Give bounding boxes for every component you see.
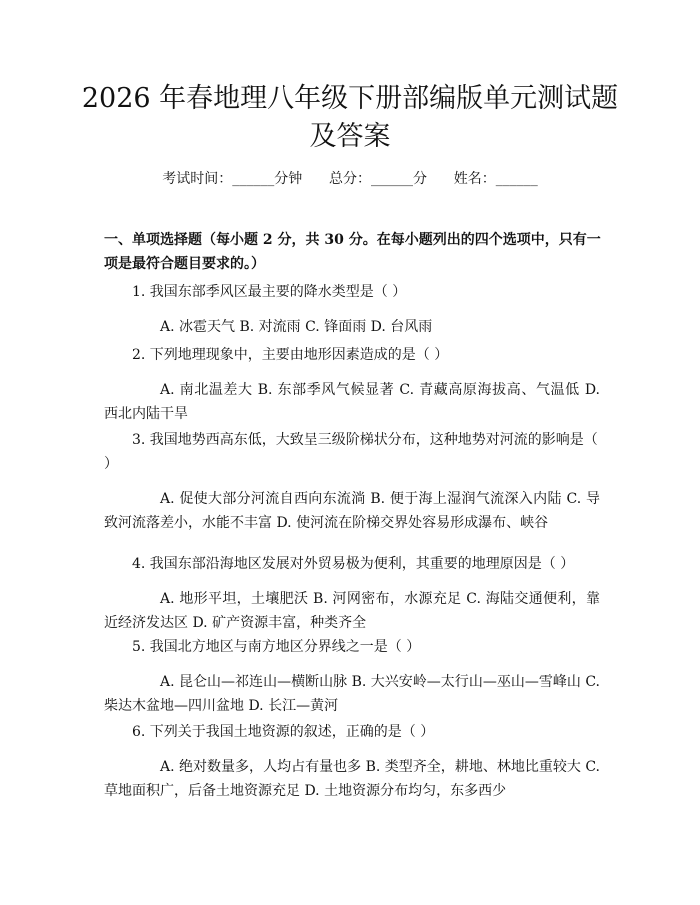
question-stem: 1. 我国东部季风区最主要的降水类型是（ ）	[132, 284, 407, 300]
question-2	[104, 343, 600, 426]
question-options: A. 地形平坦，土壤肥沃 B. 河网密布，水源充足 C. 海陆交通便利，靠近经济发达区 D. 矿产资源丰富，种类齐全	[104, 591, 600, 631]
question-stem: 5. 我国北方地区与南方地区分界线之一是（ ）	[132, 639, 421, 655]
question-stem: 4. 我国东部沿海地区发展对外贸易极为便利，其重要的地理原因是（ ）	[132, 556, 575, 572]
question-options: A. 绝对数量多，人均占有量也多 B. 类型齐全，耕地、林地比重较大 C. 草地面积广，后备土地资源充足 D. 土地资源分布均匀，东多西少	[104, 759, 600, 799]
exam-info: 考试时间：______分钟 总分：______分 姓名：______	[162, 171, 538, 187]
question-3	[104, 428, 600, 535]
question-stem: 6. 下列关于我国土地资源的叙述，正确的是（ ）	[132, 724, 435, 740]
question-5	[104, 635, 600, 718]
question-options: A. 南北温差大 B. 东部季风气候显著 C. 青藏高原海拔高、气温低 D. 西北内陆干旱	[104, 382, 600, 422]
question-options: A. 促使大部分河流自西向东流淌 B. 便于海上湿润气流深入内陆 C. 导致河流落差小，水能不丰富 D. 使河流在阶梯交界处容易形成瀑布、峡谷	[104, 491, 600, 531]
question-options: A. 昆仑山—祁连山—横断山脉 B. 大兴安岭—太行山—巫山—雪峰山 C. 柴达木盆地—四川盆地 D. 长江—黄河	[104, 674, 600, 714]
question-options: A. 冰雹天气 B. 对流雨 C. 锋面雨 D. 台风雨	[160, 319, 433, 335]
document-title-line-1: 2026 年春地理八年级下册部编版单元测试题	[81, 83, 619, 114]
question-stem: 2. 下列地理现象中，主要由地形因素造成的是（ ）	[132, 347, 449, 363]
question-4	[104, 552, 600, 635]
document-title-line-2: 及答案	[309, 121, 391, 152]
question-6	[104, 720, 600, 803]
section-heading: 一、单项选择题（每小题 2 分，共 30 分。在每小题列出的四个选项中，只有一项是最符合题目要求的。）	[104, 232, 601, 272]
question-stem: 3. 我国地势西高东低，大致呈三级阶梯状分布，这种地势对河流的影响是（ ）	[104, 432, 598, 472]
question-1	[104, 280, 600, 339]
